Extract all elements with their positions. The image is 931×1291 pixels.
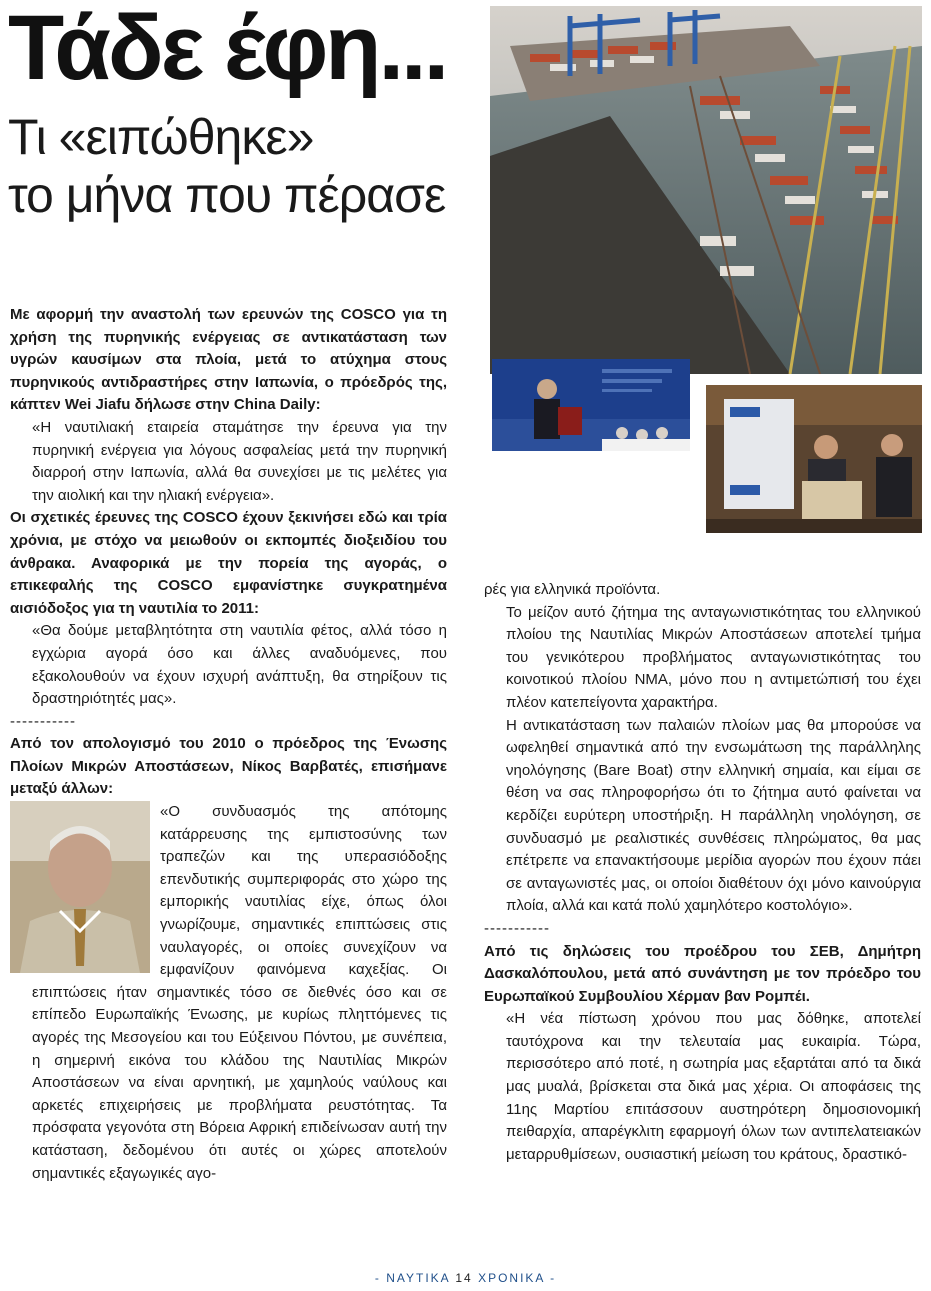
section-separator: ----------- xyxy=(10,712,76,730)
intro-paragraph: Με αφορμή την αναστολή των ερευνών της COSCO για τη χρήση της πυρηνικής ενέργειας σε αντικατάσταση των υγρών καυσίμων στα πλοία, μετά το ατύχημα στους πυρηνικούς αντιδραστήρες στην Ιαπωνία, ο πρόεδρός της, κάπτεν Wei Jiafu δήλωσε στην China Daily: xyxy=(10,306,447,414)
page-subtitle xyxy=(8,108,445,224)
port-photo xyxy=(490,6,922,374)
quote-cosco-outlook: «Θα δούμε μεταβλητότητα στη ναυτιλία φέτος, αλλά τόσο η εγχώρια αγορά όσο και άλλες αναδυόμενες, που εξακολουθούν να έχουν ισχυρή ανάπτυξη, θα στηρίξουν τις δραστηριότητές μας». xyxy=(32,622,447,708)
subtitle-line-1: Τι «ειπώθηκε» xyxy=(8,109,314,165)
footer-right: ΧΡΟΝΙΚΑ - xyxy=(478,1271,557,1285)
competitiveness-paragraph: Το μείζον αυτό ζήτημα της ανταγωνιστικότητας του ελληνικού πλοίου της Ναυτιλίας Μικρών Αποστάσεων αποτελεί τμήμα του γενικότερου προβλήματος ανταγωνιστικότητας του κοινοτικού πλοίου ΝΜΑ, μόνο που η αντιμετώπισή του έχει πλέον κατεπείγοντα χαρακτήρα. xyxy=(506,603,921,711)
continuation-line: ρές για ελληνικά προϊόντα. xyxy=(484,581,661,598)
sev-intro: Από τις δηλώσεις του προέδρου του ΣΕΒ, Δημήτρη Δασκαλόπουλου, μετά από συνάντηση με τον πρόεδρο του Ευρωπαϊκού Συμβουλίου Χέρμαν βαν Ρομπέι. xyxy=(484,942,921,1005)
quote-varvates: «Ο συνδυασμός της απότομης κατάρρευσης της εμπιστοσύνης των τραπεζών και της υπερασιόδοξης επενδυτικής συμπεριφοράς στο χώρο της εμπορικής ναυτιλίας είχε, όπως όλοι γνωρίζουμε, σημαντικές επιπτώσεις στις ναυλαγορές, οι οποίες συνεχίζουν να εμφανίζουν φαινόμενα καχεξίας. Οι επιπτώσεις ήταν σημαντικές τόσο σε διεθνές όσο και σε επίπεδο Ευρωπαϊκής Ένωσης, με κυρίως πληττόμενες τις αγορές της Μεσογείου και του Εύξεινου Πόντου, με συνέπεια, η σημερινή εικόνα του κλάδου της Ναυτιλίας Μικρών Αποστάσεων να είναι αρνητική, με χαμηλούς ναύλους και αρκετές επιχειρήσεις με προβλήματα ρευστότητας. Τα πρόσφατα γεγονότα στη Βόρεια Αφρική επιδείνωσαν αυτή την κατάσταση, δεδομένου ότι αυτές οι χώρες αποτελούν σημαντικές εξαγωγικές αγο- xyxy=(32,803,447,1182)
left-column xyxy=(10,304,447,1185)
footer-left: - ΝΑΥΤΙΚΑ xyxy=(374,1271,451,1285)
speaker-photo xyxy=(492,359,690,451)
quote-daskalopoulos: «Η νέα πίστωση χρόνου που μας δόθηκε, αποτελεί ταυτόχρονα και την τελευταία μας ευκαιρία. Τώρα, περισσότερο από ποτέ, η σωτηρία μας εξαρτάται από τα δικά μας μυαλά, βρίσκεται στα δικά μας χέρια. Οι αποφάσεις της 11ης Μαρτίου επιτάσσουν αυστηρότερη δημοσιονομική πειθαρχία, απαρέγκλιτη εφαρμογή όλων των αντιπελατειακών μεταρρυθμίσεων, ουσιαστική μείωση του κράτους, δραστικό- xyxy=(506,1010,921,1163)
page-footer xyxy=(0,1271,931,1285)
page-number: 14 xyxy=(455,1271,473,1285)
cosco-research-paragraph: Οι σχετικές έρευνες της COSCO έχουν ξεκινήσει εδώ και τρία χρόνια, με στόχο να μειωθούν οι εκπομπές διοξειδίου του άνθρακα. Αναφορικά με την πορεία της αγοράς, ο επικεφαλής της COSCO εμφανίστηκε συγκρατημένα αισιόδοξος για τη ναυτιλία το 2011: xyxy=(10,509,447,617)
press-conference-photo xyxy=(706,385,922,533)
varvates-portrait xyxy=(10,801,150,973)
varvates-intro: Από τον απολογισμό του 2010 ο πρόεδρος της Ένωσης Πλοίων Μικρών Αποστάσεων, Νίκος Βαρβατές, επισήμανε μεταξύ άλλων: xyxy=(10,735,447,798)
page-title: Τάδε έφη... xyxy=(8,0,447,99)
right-column xyxy=(484,579,921,1166)
quote-cosco-energy: «Η ναυτιλιακή εταιρεία σταμάτησε την έρευνα για την πυρηνική ενέργεια για λόγους ασφαλείας μετά την πυρηνική διαρροή στην Ιαπωνία, αλλά θα συνεχίσει με τις μελέτες για την αιολική και την ηλιακή ενέργεια». xyxy=(32,418,447,504)
bareboat-paragraph: Η αντικατάσταση των παλαιών πλοίων μας θα μπορούσε να ωφεληθεί σημαντικά από την ενσωμάτωση της παράλληλης νηολόγησης (Bare Boat) στην ελληνική σημαία, και είμαι σε θέση να σας πληροφορήσω ότι το ζήτημα αυτό φαίνεται να κερδίζει ευρύτερη υποστήριξη. Η παράλληλη νηολόγηση, σε συνδυασμό με ρεαλιστικές συνθέσεις πληρώματος, θα μας επέτρεπε να επανακτήσουμε μερίδια αγορών που έχουν πάει σε ανταγωνιστές μας, οι οποίοι διαθέτουν όχι μόνο καινούργια πλοία, αλλά και κατά πολύ χαμηλότερο κοστολόγιο». xyxy=(506,716,921,915)
subtitle-line-2: το μήνα που πέρασε xyxy=(8,167,446,223)
section-separator-2: ----------- xyxy=(484,919,550,937)
